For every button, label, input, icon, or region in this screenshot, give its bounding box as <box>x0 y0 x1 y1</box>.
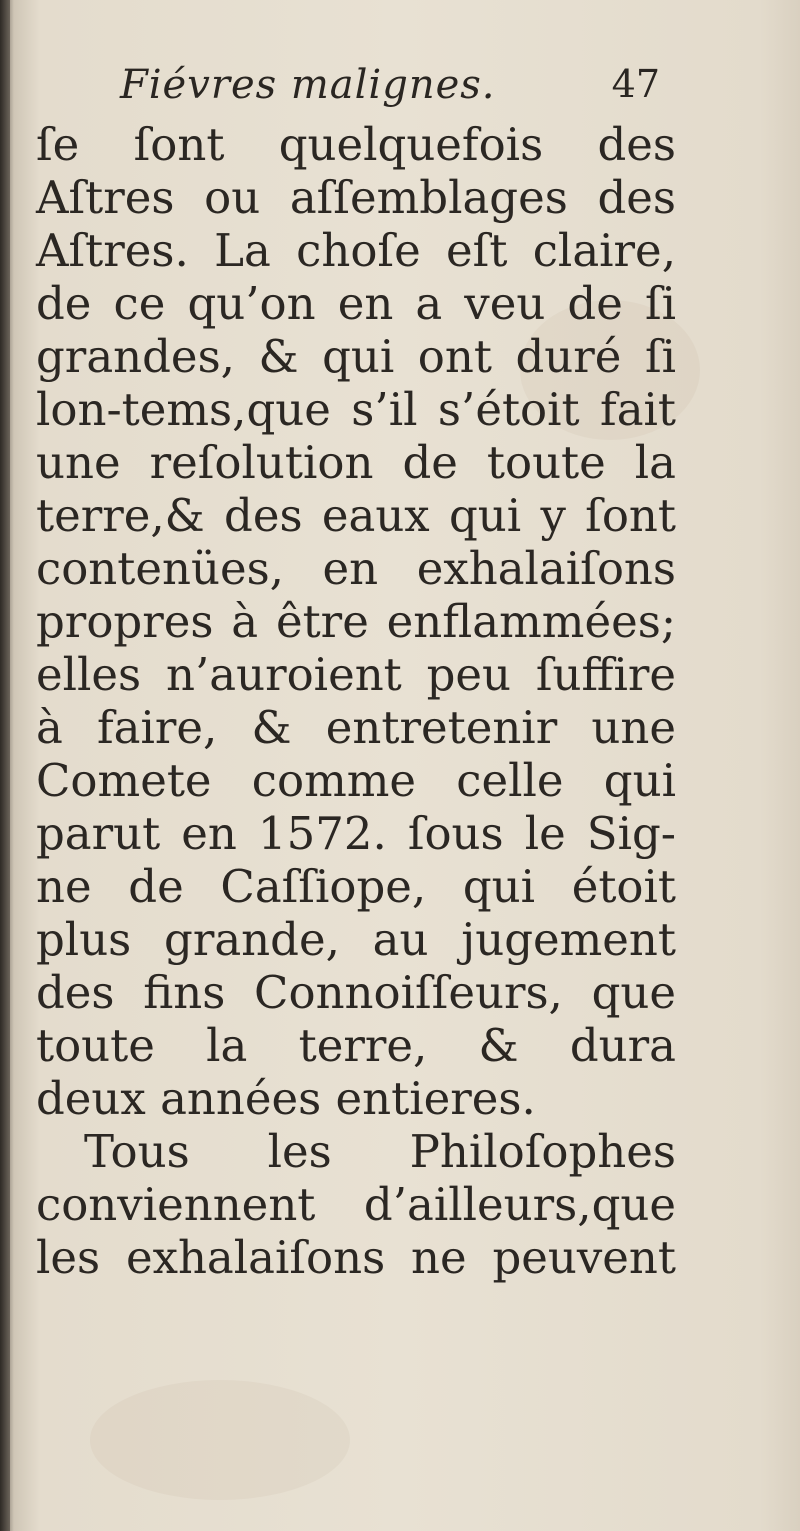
paper-stain <box>90 1380 350 1500</box>
text-line: Aſtres ou aſſemblages des <box>36 171 676 224</box>
text-line: des fins Connoiſſeurs, que <box>36 966 676 1019</box>
page-gutter <box>0 0 10 1531</box>
text-line: conviennent d’ailleurs,que <box>36 1178 676 1231</box>
text-line: terre,& des eaux qui y ſont <box>36 489 676 542</box>
text-line: de ce qu’on en a veu de ſi <box>36 277 676 330</box>
text-line: grandes, & qui ont duré ſi <box>36 330 676 383</box>
text-line: propres à être enflammées; <box>36 595 676 648</box>
text-line: toute la terre, & dura <box>36 1019 676 1072</box>
text-line: Comete comme celle qui <box>36 754 676 807</box>
text-line: contenües, en exhalaiſons <box>36 542 676 595</box>
text-line: une reſolution de toute la <box>36 436 676 489</box>
text-line: ne de Caſſiope, qui étoit <box>36 860 676 913</box>
text-line: elles n’auroient peu ſuffire <box>36 648 676 701</box>
text-line: les exhalaiſons ne peuvent <box>36 1231 676 1284</box>
page-number: 47 <box>611 62 660 106</box>
text-line: Tous les Philoſophes <box>84 1125 676 1178</box>
text-line: ſe ſont quelquefois des <box>36 118 676 171</box>
text-line: parut en 1572. ſous le Sig- <box>36 807 676 860</box>
text-line: à faire, & entretenir une <box>36 701 676 754</box>
text-line: lon-tems,que s’il s’étoit fait <box>36 383 676 436</box>
running-title: Fiévres malignes. <box>120 62 496 108</box>
text-line: plus grande, au jugement <box>36 913 676 966</box>
text-line: Aſtres. La choſe eſt claire, <box>36 224 676 277</box>
page-header <box>120 62 660 122</box>
body-text <box>36 118 676 1284</box>
text-line: deux années entieres. <box>36 1072 536 1125</box>
